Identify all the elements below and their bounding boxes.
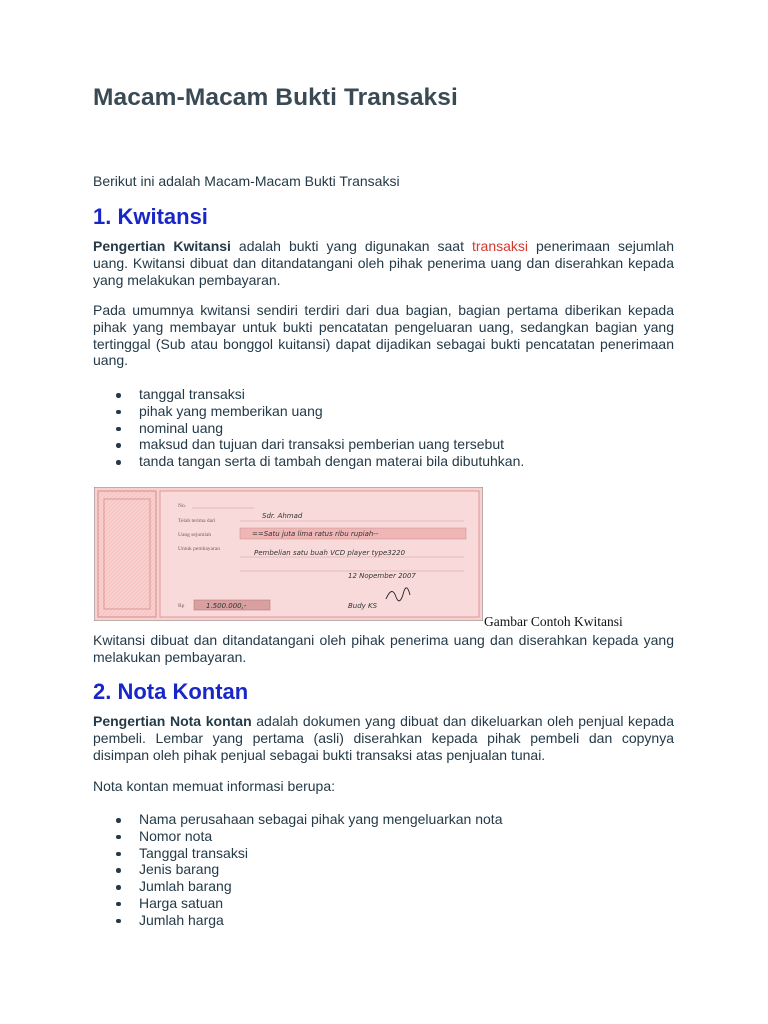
receipt-amount: 1.500.000,- — [206, 602, 247, 610]
kwitansi-term: Pengertian Kwitansi — [93, 238, 231, 254]
list-item: tanggal transaksi — [93, 386, 524, 403]
list-item: Tanggal transaksi — [93, 845, 502, 862]
receipt-image — [94, 487, 483, 621]
nota-kontan-term: Pengertian Nota kontan — [93, 713, 252, 729]
receipt-signer: Budy KS — [348, 602, 378, 610]
nota-kontan-bullet-list — [93, 811, 502, 929]
intro-text: Berikut ini adalah Macam-Macam Bukti Transaksi — [93, 173, 400, 189]
receipt-from: Sdr. Ahmad — [262, 512, 303, 520]
kwitansi-after-image: Kwitansi dibuat dan ditandatangani oleh pihak penerima uang dan diserahkan kepada yang melakukan pembayaran. — [93, 632, 674, 665]
list-item: Jumlah harga — [93, 912, 502, 929]
receipt-date: 12 Nopember 2007 — [348, 572, 416, 580]
list-item: nominal uang — [93, 420, 524, 437]
list-item: Jenis barang — [93, 861, 502, 878]
receipt-purpose: Pembelian satu buah VCD player type3220 — [254, 549, 406, 557]
receipt-stub — [98, 491, 156, 617]
nota-kontan-intro: Nota kontan memuat informasi berupa: — [93, 778, 336, 794]
image-caption: Gambar Contoh Kwitansi — [484, 614, 623, 629]
receipt-label-from: Telah terima dari — [178, 518, 216, 524]
list-item: Nomor nota — [93, 828, 502, 845]
kwitansi-definition — [93, 238, 674, 288]
receipt-label-amount-words: Uang sejumlah — [178, 532, 212, 538]
receipt-amount-words: ==Satu juta lima ratus ribu rupiah-- — [252, 530, 379, 538]
definition-text-b: penerimaan sejumlah uang. Kwitansi dibuat dan ditandatangani oleh pihak penerima uang dan diserahkan kepada yang melakukan pembayaran. — [93, 238, 674, 288]
kwitansi-paragraph-2: Pada umumnya kwitansi sendiri terdiri dari dua bagian, bagian pertama diberikan kepada pihak yang membayar untuk bukti pencatatan pengeluaran uang, sedangkan bagian yang tertinggal (Sub atau bonggol kuitansi) dapat dijadikan sebagai bukti pencatatan penerimaan uang. — [93, 302, 674, 369]
transaksi-link[interactable]: transaksi — [471, 238, 529, 254]
receipt-currency: Rp — [178, 603, 185, 609]
receipt-label-no: No. — [178, 503, 187, 509]
list-item: Nama perusahaan sebagai pihak yang mengeluarkan nota — [93, 811, 502, 828]
list-item: tanda tangan serta di tambah dengan materai bila dibutuhkan. — [93, 453, 524, 470]
list-item: Harga satuan — [93, 895, 502, 912]
definition-text-a: adalah bukti yang digunakan saat — [230, 238, 472, 254]
list-item: Jumlah barang — [93, 878, 502, 895]
nota-kontan-definition — [93, 713, 674, 763]
list-item: pihak yang memberikan uang — [93, 403, 524, 420]
list-item: maksud dan tujuan dari transaksi pemberian uang tersebut — [93, 436, 524, 453]
nota-definition-text: adalah dokumen yang dibuat dan dikeluarkan oleh penjual kepada pembeli. Lembar yang pertama (asli) diserahkan kepada pihak pembeli dan copynya disimpan oleh pihak penjual sebagai bukti transaksi atas penjualan tunai. — [93, 713, 674, 763]
receipt-label-purpose: Untuk pembayaran — [178, 546, 220, 552]
page-title: Macam-Macam Bukti Transaksi — [93, 84, 458, 111]
kwitansi-bullet-list — [93, 386, 524, 470]
section-heading-nota-kontan: 2. Nota Kontan — [93, 679, 249, 704]
section-heading-kwitansi: 1. Kwitansi — [93, 204, 208, 229]
